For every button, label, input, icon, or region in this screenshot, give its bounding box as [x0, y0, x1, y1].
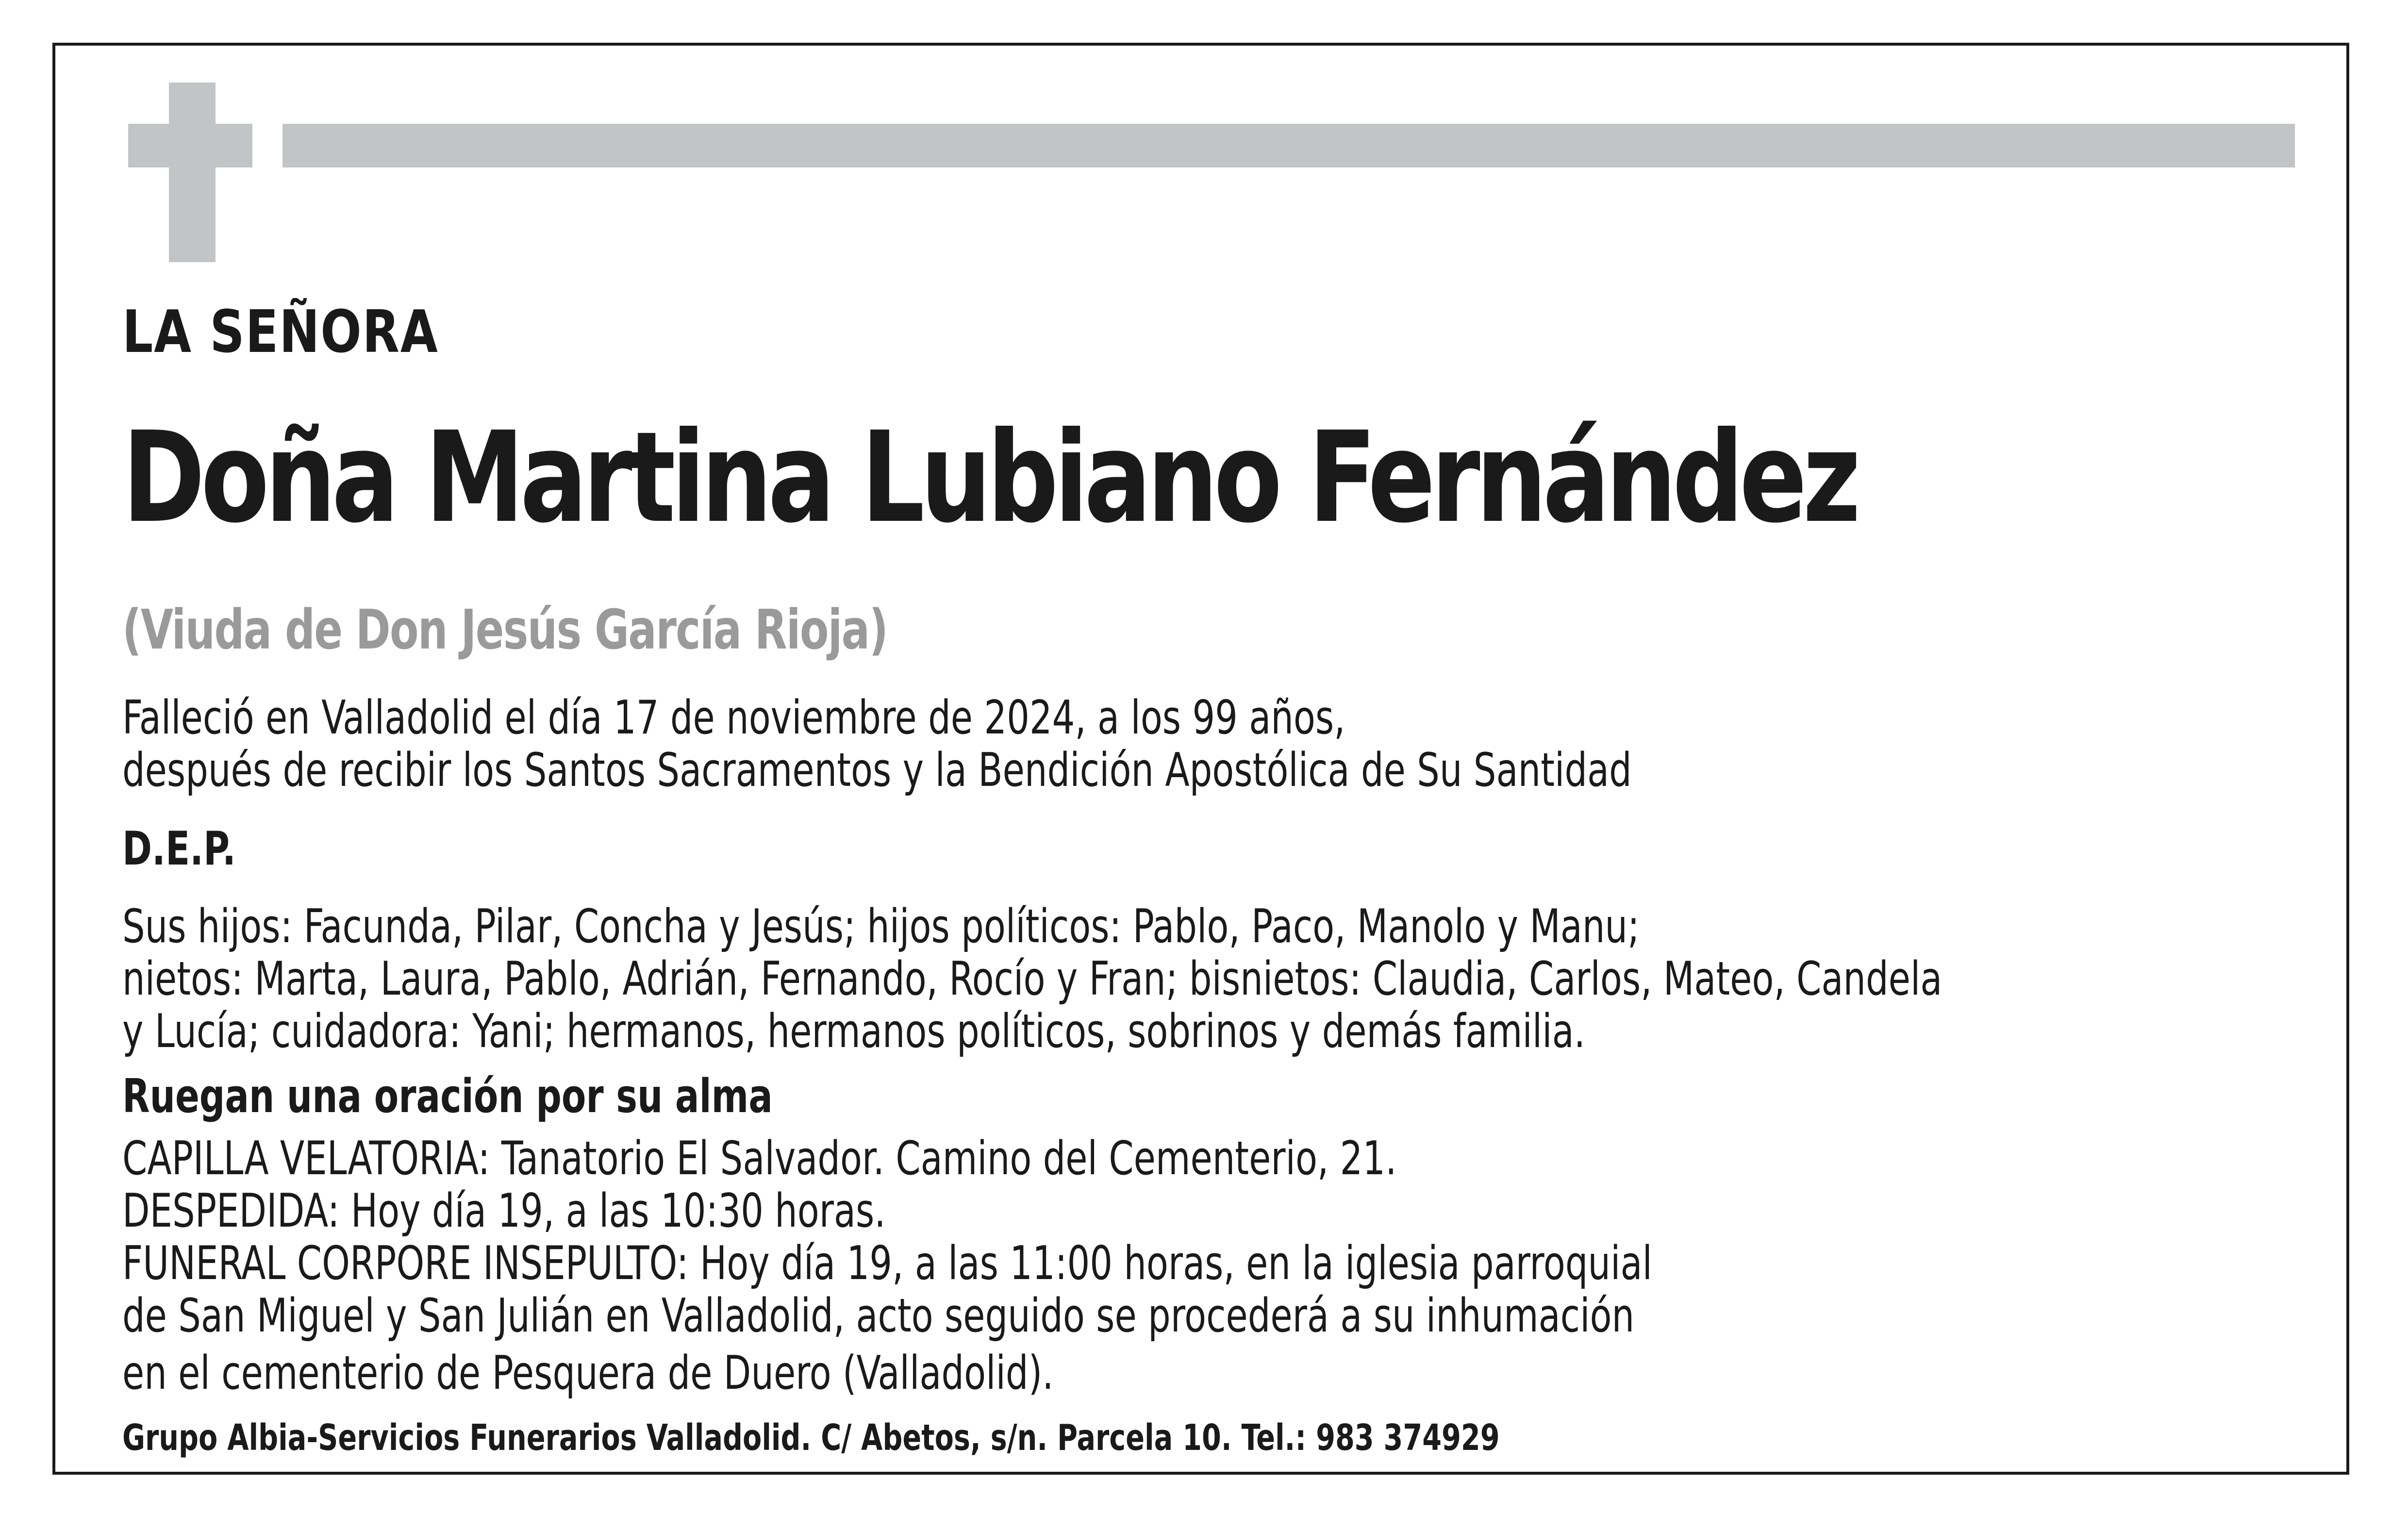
prayer-request: Ruegan una oración por su alma	[122, 1070, 773, 1123]
family-line: y Lucía; cuidadora: Yani; hermanos, hermanos políticos, sobrinos y demás familia.	[122, 1005, 1585, 1058]
service-line: de San Miguel y San Julián en Valladolid, acto seguido se procederá a su inhumación	[122, 1289, 1635, 1343]
family-line: nietos: Marta, Laura, Pablo, Adrián, Fernando, Rocío y Fran; bisnietos: Claudia, Carlos, Mateo, Candela	[122, 952, 1943, 1006]
service-line: FUNERAL CORPORE INSEPULTO: Hoy día 19, a las 11:00 horas, en la iglesia parroquial	[122, 1237, 1652, 1290]
cross-icon-vertical-bar	[169, 83, 216, 262]
service-line: CAPILLA VELATORIA: Tanatorio El Salvador. Camino del Cementerio, 21.	[122, 1132, 1397, 1185]
rip-label: D.E.P.	[122, 822, 236, 876]
death-notice-line: Falleció en Valladolid el día 17 de noviembre de 2024, a los 99 años,	[122, 691, 1345, 745]
service-line: DESPEDIDA: Hoy día 19, a las 10:30 horas.	[122, 1184, 886, 1238]
widow-of: (Viuda de Don Jesús García Rioja)	[122, 599, 888, 662]
funeral-home-info: Grupo Albia-Servicios Funerarios Valladolid. C/ Abetos, s/n. Parcela 10. Tel.: 983 374929	[122, 1417, 1500, 1459]
service-line: en el cementerio de Pesquera de Duero (Valladolid).	[122, 1347, 1054, 1400]
deceased-name: Doña Martina Lubiano Fernández	[122, 405, 1857, 550]
notice-heading: LA SEÑORA	[122, 299, 439, 366]
family-line: Sus hijos: Facunda, Pilar, Concha y Jesús; hijos políticos: Pablo, Paco, Manolo y Manu;	[122, 900, 1640, 953]
cross-icon-horizontal-bar	[128, 124, 252, 167]
header-rule	[282, 124, 2295, 167]
death-notice-line: después de recibir los Santos Sacramentos y la Bendición Apostólica de Su Santidad	[122, 744, 1632, 797]
